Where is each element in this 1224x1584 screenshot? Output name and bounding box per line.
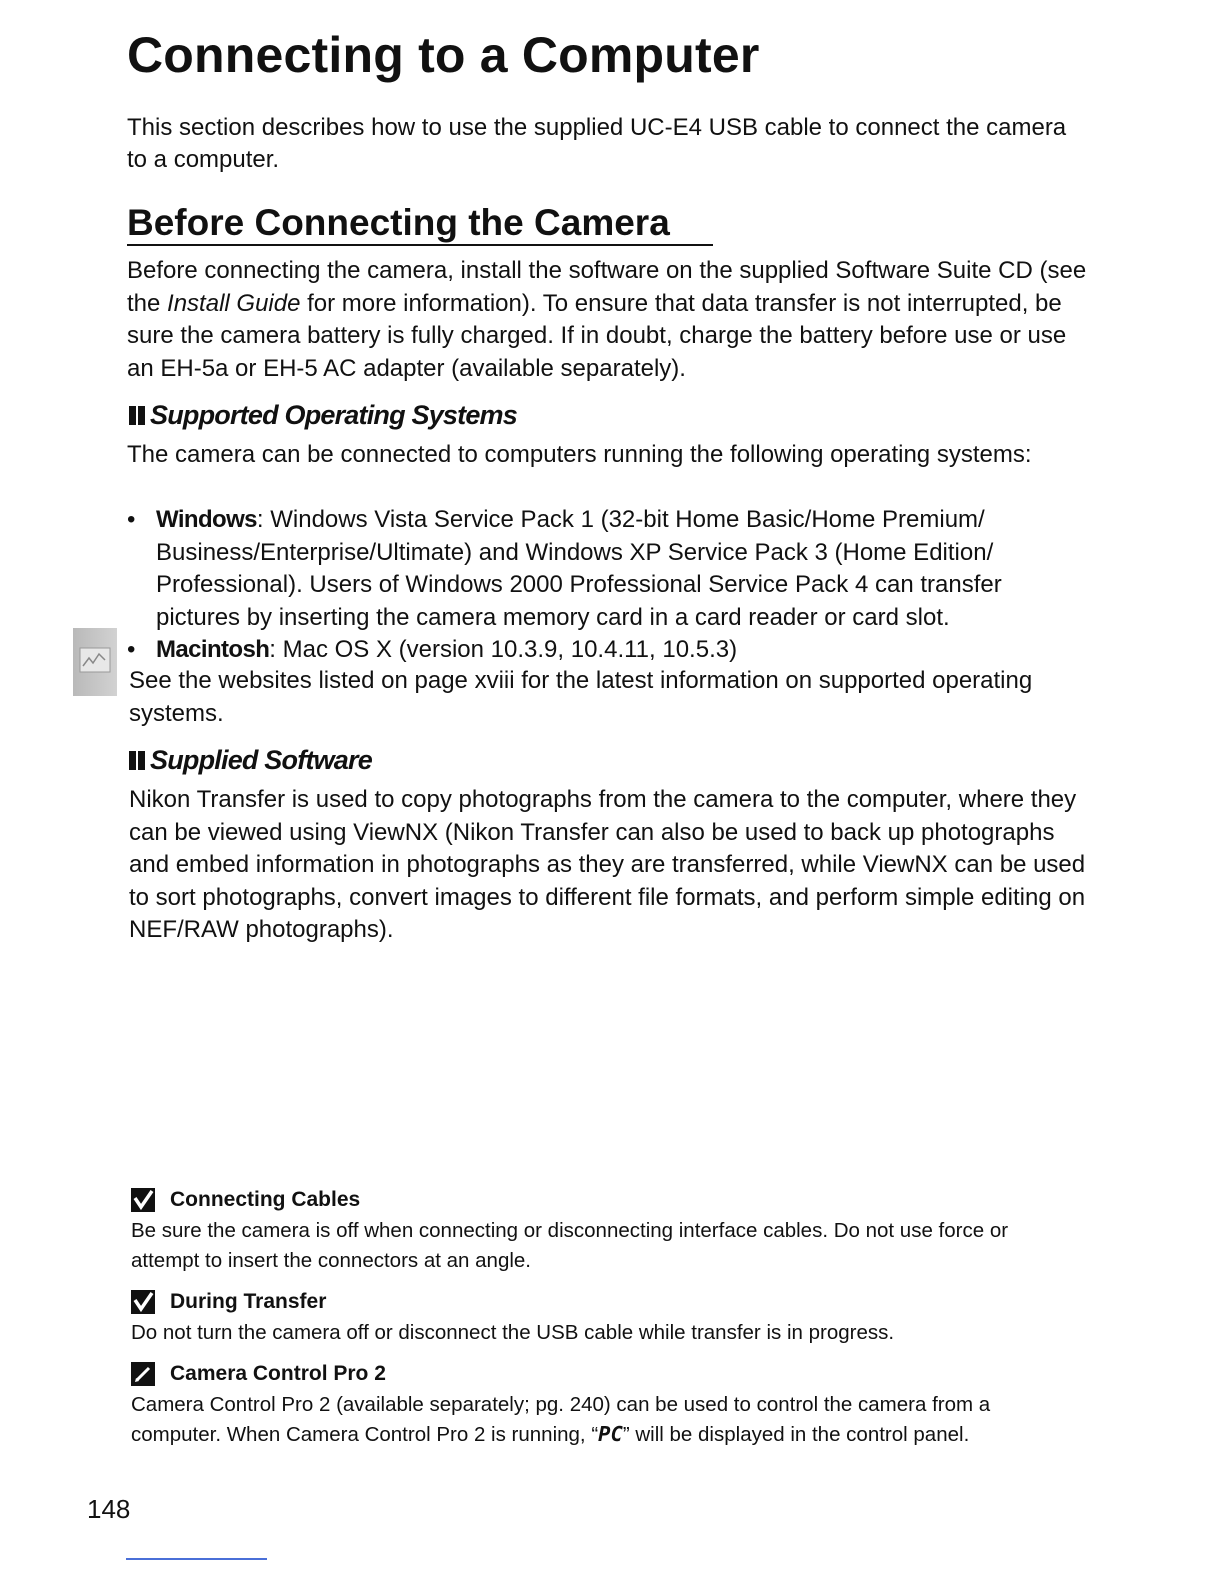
install-guide-reference: Install Guide bbox=[167, 289, 301, 317]
note-connecting-cables bbox=[131, 1188, 1081, 1275]
supplied-software-heading-text: Supplied Software bbox=[150, 745, 372, 775]
note-text bbox=[131, 1390, 1081, 1449]
note-text: Do not turn the camera off or disconnect the USB cable while transfer is in progress. bbox=[131, 1321, 895, 1344]
paragraph-text-start: Before connecting the camera, install the software on the supplied Software Suite CD (see the bbox=[127, 257, 1087, 317]
bullet-icon: • bbox=[127, 506, 136, 533]
heading-marker-icon bbox=[129, 751, 145, 770]
footer-link-underline bbox=[126, 1558, 267, 1560]
computer-connection-icon bbox=[79, 646, 111, 676]
intro-paragraph: This section describes how to use the supplied UC-E4 USB cable to connect the camera to a computer. bbox=[127, 114, 1067, 173]
os-list-item-macintosh bbox=[127, 634, 1087, 667]
os-list-item-windows bbox=[127, 504, 1087, 634]
note-text: Be sure the camera is off when connecting or disconnecting interface cables. Do not use force or attempt to insert the connectors at an angle. bbox=[131, 1219, 1009, 1272]
os-text: : Windows Vista Service Pack 1 (32-bit Home Basic/Home Premium/ Business/Enterprise/Ultimate) and Windows XP Service Pack 3 (Home Edition/ Professional). Users of Windows 2000 Professional Service Pack 4 can transfer pictures by inserting the camera memory card in a card reader or card slot. bbox=[156, 506, 1002, 631]
supported-os-heading-text: Supported Operating Systems bbox=[150, 400, 517, 430]
pencil-note-icon bbox=[131, 1362, 155, 1386]
paragraph-text-end: for more information). To ensure that data transfer is not interrupted, be sure the camera battery is fully charged. If in doubt, charge the battery before use or use an EH-5a or EH-5 AC adapter (available separately). bbox=[127, 289, 1067, 382]
note-header bbox=[131, 1362, 1081, 1386]
os-label: Windows bbox=[156, 506, 257, 533]
heading-marker-icon bbox=[129, 406, 145, 425]
supported-os-heading bbox=[129, 400, 517, 431]
os-text: : Mac OS X (version 10.3.9, 10.4.11, 10.5.3) bbox=[269, 636, 738, 663]
note-text-start: Camera Control Pro 2 (available separately; pg. 240) can be used to control the camera from a computer. When Camera Control Pro 2 is running, “ bbox=[131, 1393, 991, 1446]
section-title: Before Connecting the Camera bbox=[127, 202, 670, 243]
caution-check-icon bbox=[131, 1188, 155, 1212]
note-during-transfer bbox=[131, 1290, 1081, 1348]
supported-os-intro: The camera can be connected to computers running the following operating systems: bbox=[127, 441, 1032, 468]
control-panel-pc-display: PC bbox=[598, 1421, 623, 1446]
note-camera-control-pro bbox=[131, 1362, 1081, 1449]
note-title: Camera Control Pro 2 bbox=[170, 1362, 386, 1385]
bullet-icon: • bbox=[127, 636, 136, 663]
before-connecting-paragraph bbox=[127, 255, 1087, 385]
chapter-tab bbox=[73, 628, 117, 696]
os-label: Macintosh bbox=[156, 636, 270, 663]
page-number: 148 bbox=[87, 1494, 131, 1524]
note-header bbox=[131, 1290, 1081, 1314]
caution-check-icon bbox=[131, 1290, 155, 1314]
page-title: Connecting to a Computer bbox=[127, 27, 760, 83]
supplied-software-heading bbox=[129, 745, 372, 776]
os-list bbox=[127, 504, 1087, 667]
note-text-end: ” will be displayed in the control panel. bbox=[622, 1422, 970, 1446]
websites-paragraph: See the websites listed on page xviii for the latest information on supported operating systems. bbox=[129, 667, 1033, 727]
supplied-software-paragraph: Nikon Transfer is used to copy photographs from the camera to the computer, where they can be viewed using ViewNX (Nikon Transfer can also be used to back up photographs and embed information in photographs as they are transferred, while ViewNX can be used to sort photographs, convert images to different file formats, and perform simple editing on NEF/RAW photographs). bbox=[129, 786, 1086, 943]
section-title-underline bbox=[127, 244, 713, 246]
note-title: During Transfer bbox=[170, 1290, 327, 1313]
note-title: Connecting Cables bbox=[170, 1188, 361, 1211]
note-header bbox=[131, 1188, 1081, 1212]
